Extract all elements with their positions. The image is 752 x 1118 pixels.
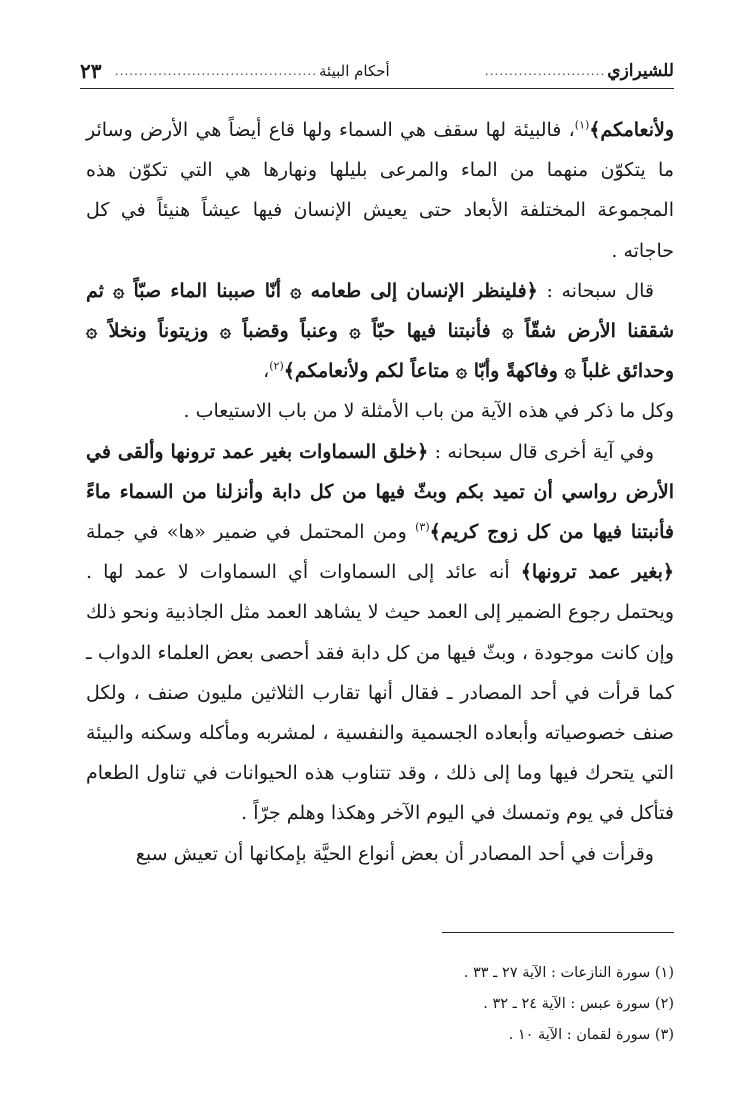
header-book-title: أحكام البيئة <box>319 62 390 80</box>
quran-quote-tail: ولأنعامكم﴾ <box>589 119 674 141</box>
paragraph-5-text: وقرأت في أحد المصادر أن بعض أنواع الحيَّة بإمكانها أن تعيش سبع <box>135 842 654 865</box>
paragraph-3 <box>86 391 674 431</box>
header-author: للشيرازي <box>607 61 674 81</box>
paragraph-2-tail: ، <box>263 360 270 383</box>
quran-quote-luqman: ﴿خلق السماوات بغير عمد ترونها وألقى في الأرض رواسي أن تميد بكم وبثّ فيها من كل دابة وأنزلنا من السماء ماءً فأنبتنا فيها من كل زوج كريم﴾ <box>86 440 675 544</box>
quran-quote-abasa: ﴿فلينظر الإنسان إلى طعامه ۞ أنّا صببنا الماء صبّاً ۞ ثم شققنا الأرض شقّاً ۞ فأنبتنا فيها حبّاً ۞ وعنباً وقضباً ۞ وزيتوناً ونخلاً ۞ وحدائق غلباً ۞ وفاكهةً وأبّا ۞ متاعاً لكم ولأنعامكم﴾ <box>86 279 674 383</box>
footnote-2: (٢) سورة عبس : الآية ٢٤ ـ ٣٢ . <box>483 996 674 1012</box>
paragraph-4 <box>86 432 674 834</box>
paragraph-3-text: وكل ما ذكر في هذه الآية من باب الأمثلة لا من باب الاستيعاب . <box>183 400 674 423</box>
footnote-1: (١) سورة النازعات : الآية ٢٧ ـ ٣٣ . <box>463 965 674 981</box>
paragraph-4-mid: ومن المحتمل في ضمير «ها» في جملة <box>86 521 416 544</box>
paragraph-5 <box>86 834 674 874</box>
footnote-ref-2: (٢) <box>269 359 284 373</box>
running-header <box>80 54 674 89</box>
paragraph-4-rest: أنه عائد إلى السماوات أي السماوات لا عمد لها . ويحتمل رجوع الضمير إلى العمد حيث لا يشاهد العمد مثل الجاذبية ونحو ذلك وإن كانت موجودة ، وبثّ فيها من كل دابة فقد أحصى بعض العلماء الدواب ـ كما قرأت في أحد المصادر ـ فقال أنها تقارب الثلاثين مليون صنف ، ولكل صنف خصوصياته وأبعاده الجسمية والنفسية ، لمشربه ومأكله وسكنه والبيئة التي يتحرك فيها وما إلى ذلك ، وقد تتناوب هذه الحيوانات في تناول الطعام فتأكل في يوم وتمسك في اليوم الآخر وهكذا وهلم جرّاً . <box>86 561 674 825</box>
quran-quote-short: ﴿بغير عمد ترونها﴾ <box>520 561 674 584</box>
footnote-divider <box>442 932 674 933</box>
paragraph-1-text: ، فالبيئة لها سقف هي السماء ولها قاع أيضاً هي الأرض وسائر ما يتكوّن منهما من الماء والمرعى بليلها ونهارها هي التي تكوّن هذه المجموعة المختلفة الأبعاد حتى يعيش الإنسان فيها عيشاً هنيئاً في كل حاجاته . <box>86 119 674 262</box>
header-leader-dots-2: .......................................... <box>114 64 318 78</box>
paragraph-2-intro: قال سبحانه : <box>537 279 654 302</box>
paragraph-1 <box>86 110 674 271</box>
footnotes <box>300 958 674 1051</box>
paragraph-2 <box>86 271 674 392</box>
footnote-ref-1: (١) <box>574 118 590 132</box>
main-text <box>86 110 674 874</box>
header-leader-dots: ......................... <box>484 64 606 78</box>
paragraph-4-intro: وفي آية أخرى قال سبحانه : <box>428 440 654 463</box>
page-number: ٢٣ <box>80 59 102 83</box>
footnote-3: (٣) سورة لقمان : الآية ١٠ . <box>508 1027 674 1043</box>
footnote-ref-3: (٣) <box>415 520 430 534</box>
